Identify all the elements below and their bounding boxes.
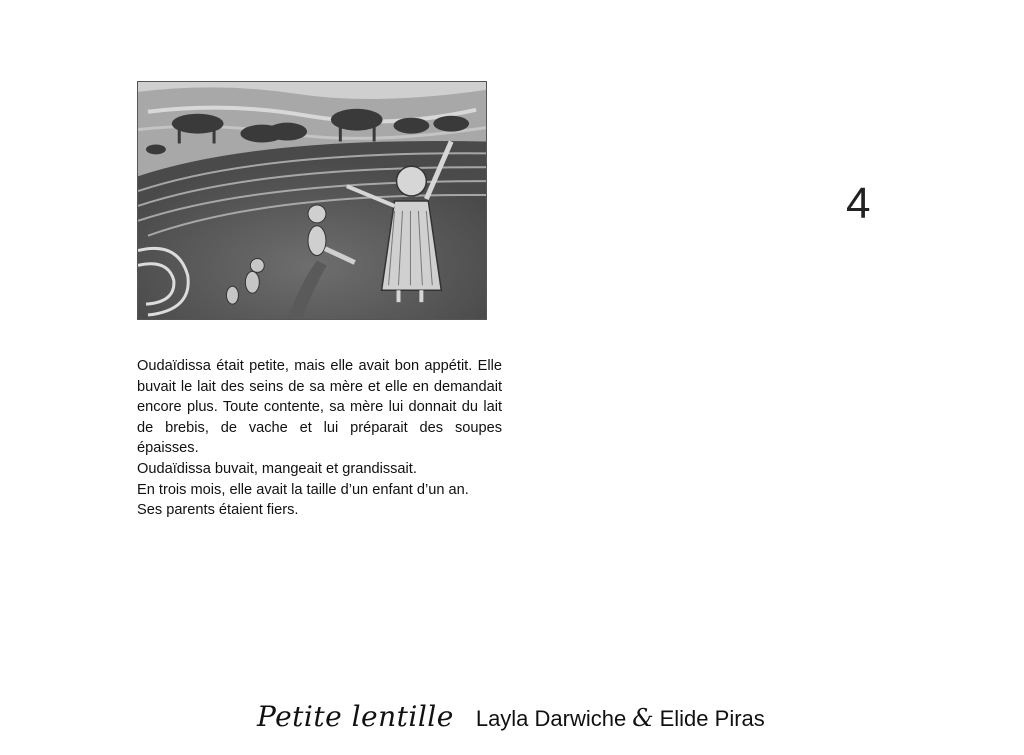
ampersand: & [632, 704, 654, 732]
book-title: Petite lentille [257, 700, 454, 733]
story-line: Ses parents étaient fiers. [137, 502, 299, 519]
author-name: Layla Darwiche [475, 706, 627, 731]
engraving-image [138, 82, 486, 319]
story-text [137, 356, 502, 521]
page-number: 4 [846, 179, 871, 228]
page-footer [257, 700, 765, 740]
story-line: En trois mois, elle avait la taille d’un enfant d’un an. [137, 481, 469, 498]
story-line: Oudaïdissa buvait, mangeait et grandissait. [137, 460, 417, 477]
story-illustration [137, 81, 487, 320]
story-paragraph: Oudaïdissa était petite, mais elle avait bon appétit. Elle buvait le lait des seins de sa mère et elle en demandait encore plus. Toute contente, sa mère lui donnait du lait de brebis, de vache et lui préparait des soupes épaisses. [137, 358, 502, 457]
authors [476, 704, 765, 732]
author-name: Elide Piras [659, 706, 765, 731]
